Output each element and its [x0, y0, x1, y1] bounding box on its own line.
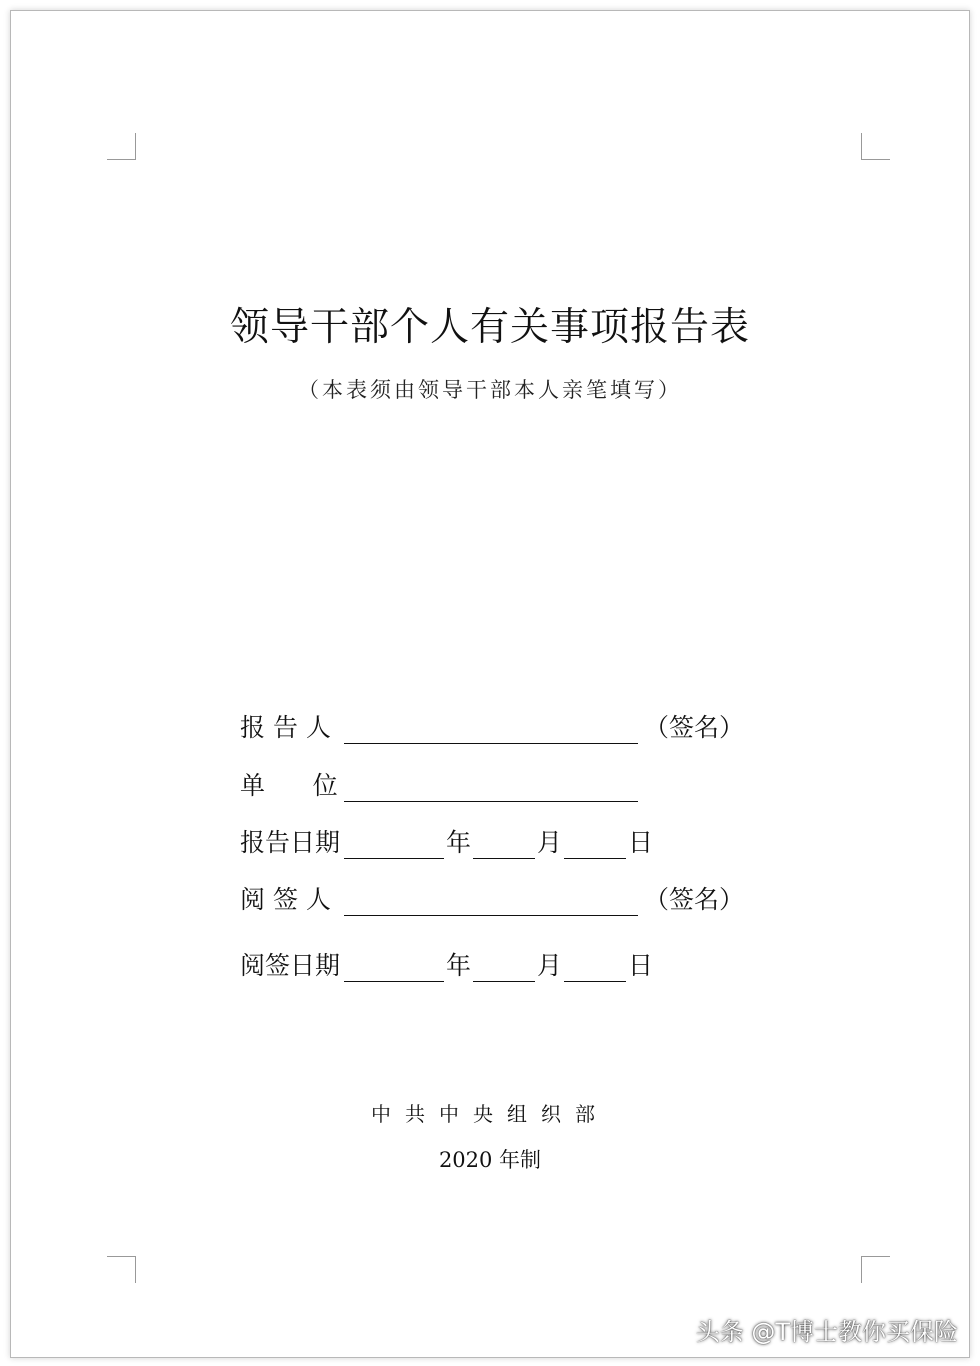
reporter-signature-field[interactable]	[344, 713, 638, 744]
review-month-field[interactable]	[473, 951, 535, 982]
unit-field[interactable]	[344, 771, 638, 802]
reporter-label: 报 告 人	[240, 713, 331, 742]
report-year-field[interactable]	[344, 828, 444, 859]
review-year-field[interactable]	[344, 951, 444, 982]
day-unit: 日	[628, 951, 654, 980]
report-date-label: 报告日期	[240, 828, 341, 857]
review-day-field[interactable]	[564, 951, 626, 982]
reviewer-label: 阅 签 人	[240, 885, 331, 914]
year-unit: 年	[446, 828, 472, 857]
reporter-row	[240, 710, 744, 744]
report-date-row	[240, 825, 655, 859]
crop-mark-top-right	[861, 133, 890, 160]
reviewer-row	[240, 882, 744, 916]
reviewer-signature-field[interactable]	[344, 885, 638, 916]
signature-note: （签名）	[644, 713, 745, 742]
review-date-label: 阅签日期	[240, 951, 341, 980]
signature-note: （签名）	[644, 885, 745, 914]
report-month-field[interactable]	[473, 828, 535, 859]
crop-mark-bottom-right	[861, 1256, 890, 1283]
report-day-field[interactable]	[564, 828, 626, 859]
issuer: 中共中央组织部	[371, 1102, 609, 1126]
unit-label: 单 位	[240, 771, 338, 800]
source-watermark: 头条 @T博士教你买保险	[695, 1318, 958, 1346]
form-title: 领导干部个人有关事项报告表	[229, 305, 750, 350]
year-unit: 年	[446, 951, 472, 980]
unit-row	[240, 768, 644, 802]
form-subtitle: （本表须由领导干部本人亲笔填写）	[298, 378, 682, 402]
month-unit: 月	[537, 828, 563, 857]
crop-mark-top-left	[107, 133, 136, 160]
day-unit: 日	[628, 828, 654, 857]
edition-year: 2020 年制	[438, 1148, 542, 1172]
crop-mark-bottom-left	[107, 1256, 136, 1283]
month-unit: 月	[537, 951, 563, 980]
review-date-row	[240, 948, 655, 982]
